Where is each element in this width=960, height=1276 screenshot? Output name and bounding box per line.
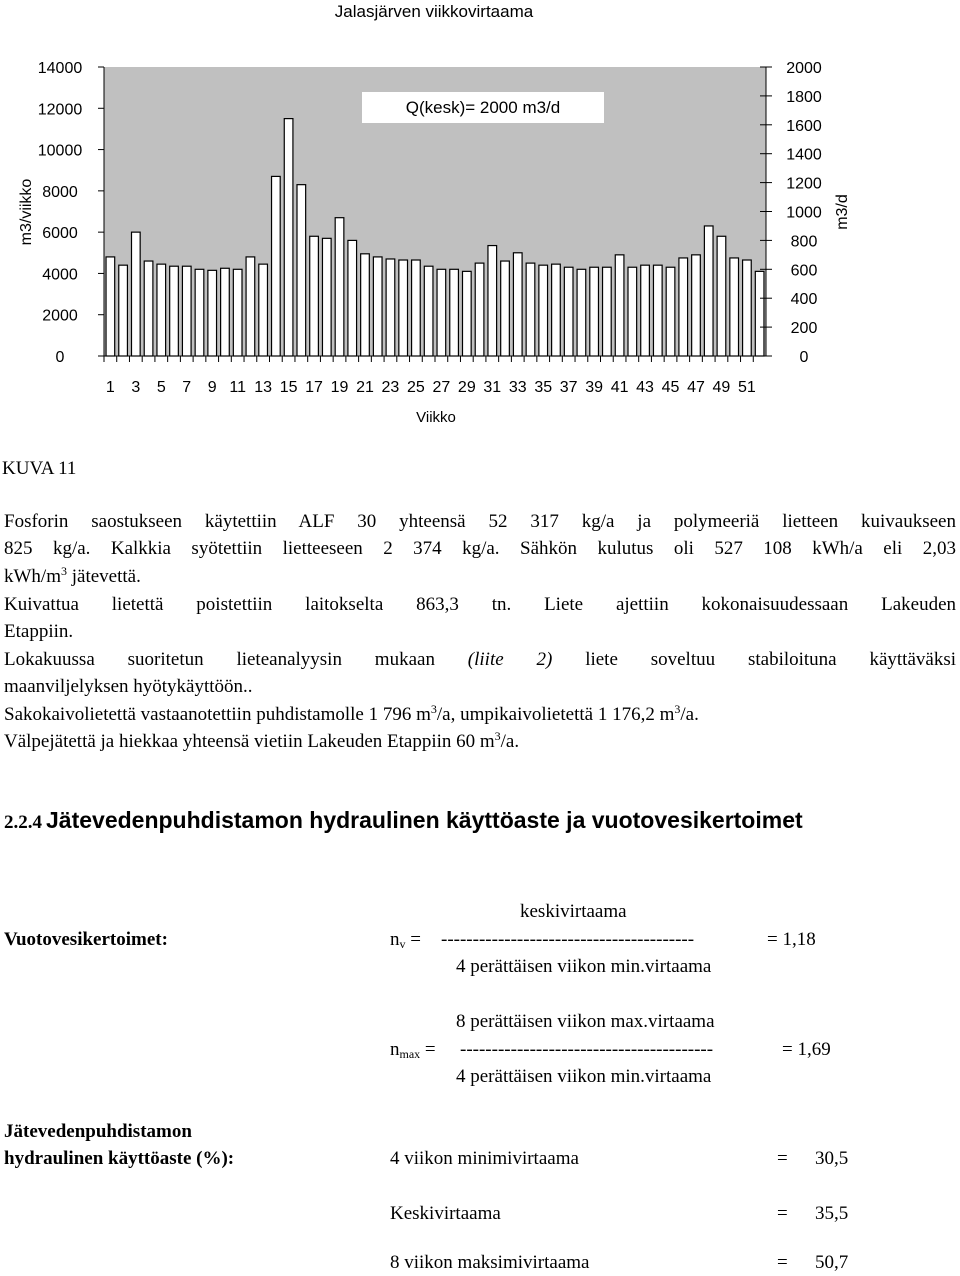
y2-tick-label: 0 <box>799 349 809 366</box>
bar-week-25 <box>412 260 421 356</box>
bar-week-37 <box>564 267 573 356</box>
bar-week-32 <box>501 261 510 356</box>
mean-flow-annotation: Q(kesk)= 2000 m3/d <box>405 98 561 117</box>
bar-week-39 <box>590 267 599 356</box>
y-tick-label: 12000 <box>37 101 83 119</box>
bar-week-52 <box>755 271 764 356</box>
bar-week-38 <box>577 269 586 356</box>
y2-tick-label: 2000 <box>786 60 822 77</box>
x-tick-label: 41 <box>610 379 629 396</box>
leak-coefficients-label: Vuotovesikertoimet: <box>4 929 168 950</box>
bar-week-3 <box>131 232 140 356</box>
bar-week-46 <box>679 258 688 356</box>
bar-week-49 <box>717 236 726 356</box>
bar-week-34 <box>526 263 535 356</box>
nv-result: = 1,18 <box>767 929 816 950</box>
bar-week-47 <box>692 255 701 356</box>
bar-week-41 <box>615 255 624 356</box>
y2-tick-label: 800 <box>790 233 818 251</box>
nmax-denominator: 4 perättäisen viikon min.virtaama <box>456 1066 712 1087</box>
bar-week-2 <box>119 265 128 356</box>
x-tick-label: 5 <box>156 379 166 396</box>
bar-week-43 <box>641 265 650 356</box>
nv-fraction-line: ---------------------------------------- <box>441 929 695 950</box>
paragraph-line: Etappiin. <box>4 621 74 642</box>
bar-week-35 <box>539 265 548 356</box>
bar-week-44 <box>653 265 662 356</box>
x-tick-label: 45 <box>661 379 680 396</box>
y2-tick-label: 600 <box>790 262 818 280</box>
bar-week-23 <box>386 259 395 356</box>
x-tick-label: 23 <box>381 379 400 396</box>
x-tick-label: 3 <box>131 379 141 396</box>
utilization-row-value: 50,7 <box>815 1252 849 1273</box>
bar-week-28 <box>450 269 459 356</box>
utilization-row-label: Keskivirtaama <box>390 1203 501 1224</box>
x-tick-label: 9 <box>207 379 217 396</box>
bar-week-17 <box>310 236 319 356</box>
bar-week-10 <box>221 268 230 356</box>
utilization-row-value: 30,5 <box>815 1148 849 1169</box>
y2-tick-label: 400 <box>790 291 818 309</box>
utilization-row-eq: = <box>777 1203 788 1224</box>
x-tick-label: 51 <box>738 379 756 396</box>
x-tick-label: 47 <box>687 379 705 396</box>
y-tick-label: 14000 <box>37 60 83 77</box>
nv-numerator: keskivirtaama <box>520 901 627 922</box>
y-tick-label: 6000 <box>42 225 78 243</box>
y-tick-label: 0 <box>55 349 65 366</box>
bar-week-13 <box>259 264 268 356</box>
y2-tick-label: 1600 <box>786 117 822 135</box>
x-tick-label: 43 <box>636 379 654 396</box>
y2-tick-label: 1000 <box>786 204 822 222</box>
x-tick-label: 7 <box>182 379 192 396</box>
x-tick-label: 35 <box>534 379 553 396</box>
utilization-label-line2: hydraulinen käyttöaste (%): <box>4 1148 235 1169</box>
paragraph-line: Lokakuussa suoritetun lieteanalyysin mukaan (liite 2) liete soveltuu stabiloituna käyttäväksi <box>4 649 956 670</box>
y-tick-label: 2000 <box>42 307 78 325</box>
chart-title: Jalasjärven viikkovirtaama <box>334 2 534 21</box>
x-tick-label: 29 <box>457 379 476 396</box>
bar-week-21 <box>361 254 370 356</box>
paragraph-line: Kuivattua lietettä poistettiin laitokselta 863,3 tn. Liete ajettiin kokonaisuudessaan Lakeuden <box>4 594 956 615</box>
bar-week-27 <box>437 269 446 356</box>
paragraph-line: maanviljelyksen hyötykäyttöön.. <box>4 676 253 697</box>
bar-week-26 <box>424 266 433 356</box>
utilization-row-label: 4 viikon minimivirtaama <box>390 1148 579 1169</box>
bar-week-51 <box>743 260 752 356</box>
bar-week-30 <box>475 263 484 356</box>
bar-week-20 <box>348 240 357 356</box>
x-tick-label: 11 <box>229 379 246 396</box>
bar-week-31 <box>488 246 497 356</box>
utilization-row-value: 35,5 <box>815 1203 849 1224</box>
x-tick-label: 39 <box>585 379 604 396</box>
y2-axis-label: m3/d <box>834 194 851 230</box>
bar-week-16 <box>297 185 306 356</box>
bar-week-33 <box>513 253 522 356</box>
x-tick-label: 31 <box>483 379 502 396</box>
nmax-result: = 1,69 <box>782 1039 831 1060</box>
bar-week-48 <box>704 226 713 356</box>
paragraph-line: Fosforin saostukseen käytettiin ALF 30 yhteensä 52 317 kg/a ja polymeeriä lietteen kuivaukseen <box>4 511 956 532</box>
bar-week-4 <box>144 261 153 356</box>
nv-formula: $n_v$ = <box>390 929 421 951</box>
bar-week-19 <box>335 218 344 356</box>
y2-tick-label: 1400 <box>786 146 822 164</box>
x-tick-label: 13 <box>254 379 273 396</box>
x-tick-label: 27 <box>432 379 451 396</box>
bar-week-14 <box>272 176 281 356</box>
section-number: 2.2.4 <box>4 812 42 833</box>
nmax-formula: $n_{max}$ = <box>390 1039 436 1061</box>
y-tick-label: 10000 <box>37 142 83 160</box>
bar-week-5 <box>157 264 166 356</box>
bar-week-9 <box>208 270 217 356</box>
bar-week-22 <box>373 257 382 356</box>
utilization-row-eq: = <box>777 1252 788 1273</box>
y-tick-label: 4000 <box>42 266 78 284</box>
weekly-flow-chart <box>0 0 960 440</box>
x-tick-label: 21 <box>356 379 374 396</box>
x-axis-label: Viikko <box>416 409 456 426</box>
y-axis-label: m3/viikko <box>18 178 35 246</box>
x-tick-label: 49 <box>712 379 731 396</box>
section-heading <box>4 807 803 834</box>
bar-week-40 <box>603 267 612 356</box>
bar-week-24 <box>399 260 408 356</box>
x-tick-label: 17 <box>305 379 323 396</box>
y2-tick-label: 1800 <box>786 88 822 106</box>
bar-week-36 <box>552 264 561 356</box>
section-title: Jätevedenpuhdistamon hydraulinen käyttöaste ja vuotovesikertoimet <box>46 807 803 833</box>
nmax-numerator: 8 perättäisen viikon max.virtaama <box>456 1011 715 1032</box>
bar-week-50 <box>730 258 739 356</box>
bar-week-1 <box>106 257 115 356</box>
x-tick-label: 37 <box>559 379 578 396</box>
paragraph-line: kWh/$m^3$ jätevettä. <box>4 564 141 587</box>
paragraph-line: Välpejätettä ja hiekkaa yhteensä vietiin Lakeuden Etappiin 60 $m^3/a$. <box>4 729 520 752</box>
bar-week-12 <box>246 257 255 356</box>
y-tick-label: 8000 <box>42 183 78 201</box>
utilization-row-eq: = <box>777 1148 788 1169</box>
x-tick-label: 33 <box>508 379 527 396</box>
paragraph-line: Sakokaivolietettä vastaanotettiin puhdistamolle 1 796 $m^3/a$, umpikaivolietettä 1 176,2 $m^3/a$. <box>4 702 699 725</box>
bar-week-45 <box>666 267 675 356</box>
bar-week-18 <box>322 238 331 356</box>
paragraph-line: 825 kg/a. Kalkkia syötettiin lietteeseen 2 374 kg/a. Sähkön kulutus oli 527 108 kWh/a eli 2,03 <box>4 538 956 559</box>
bar-week-15 <box>284 119 293 356</box>
y2-tick-label: 1200 <box>786 175 822 193</box>
figure-caption: KUVA 11 <box>2 458 77 479</box>
x-tick-label: 19 <box>330 379 349 396</box>
bar-week-8 <box>195 269 204 356</box>
utilization-row-label: 8 viikon maksimivirtaama <box>390 1252 590 1273</box>
nv-denominator: 4 perättäisen viikon min.virtaama <box>456 956 712 977</box>
x-tick-label: 1 <box>105 379 115 396</box>
utilization-label-line1: Jätevedenpuhdistamon <box>4 1121 192 1142</box>
bar-week-42 <box>628 267 637 356</box>
bar-week-7 <box>182 266 191 356</box>
y2-tick-label: 200 <box>790 320 818 338</box>
nmax-fraction-line: ---------------------------------------- <box>460 1039 714 1060</box>
bar-week-11 <box>233 269 242 356</box>
bar-week-29 <box>462 271 471 356</box>
bar-week-6 <box>170 266 179 356</box>
x-tick-label: 25 <box>407 379 425 396</box>
x-tick-label: 15 <box>279 379 298 396</box>
